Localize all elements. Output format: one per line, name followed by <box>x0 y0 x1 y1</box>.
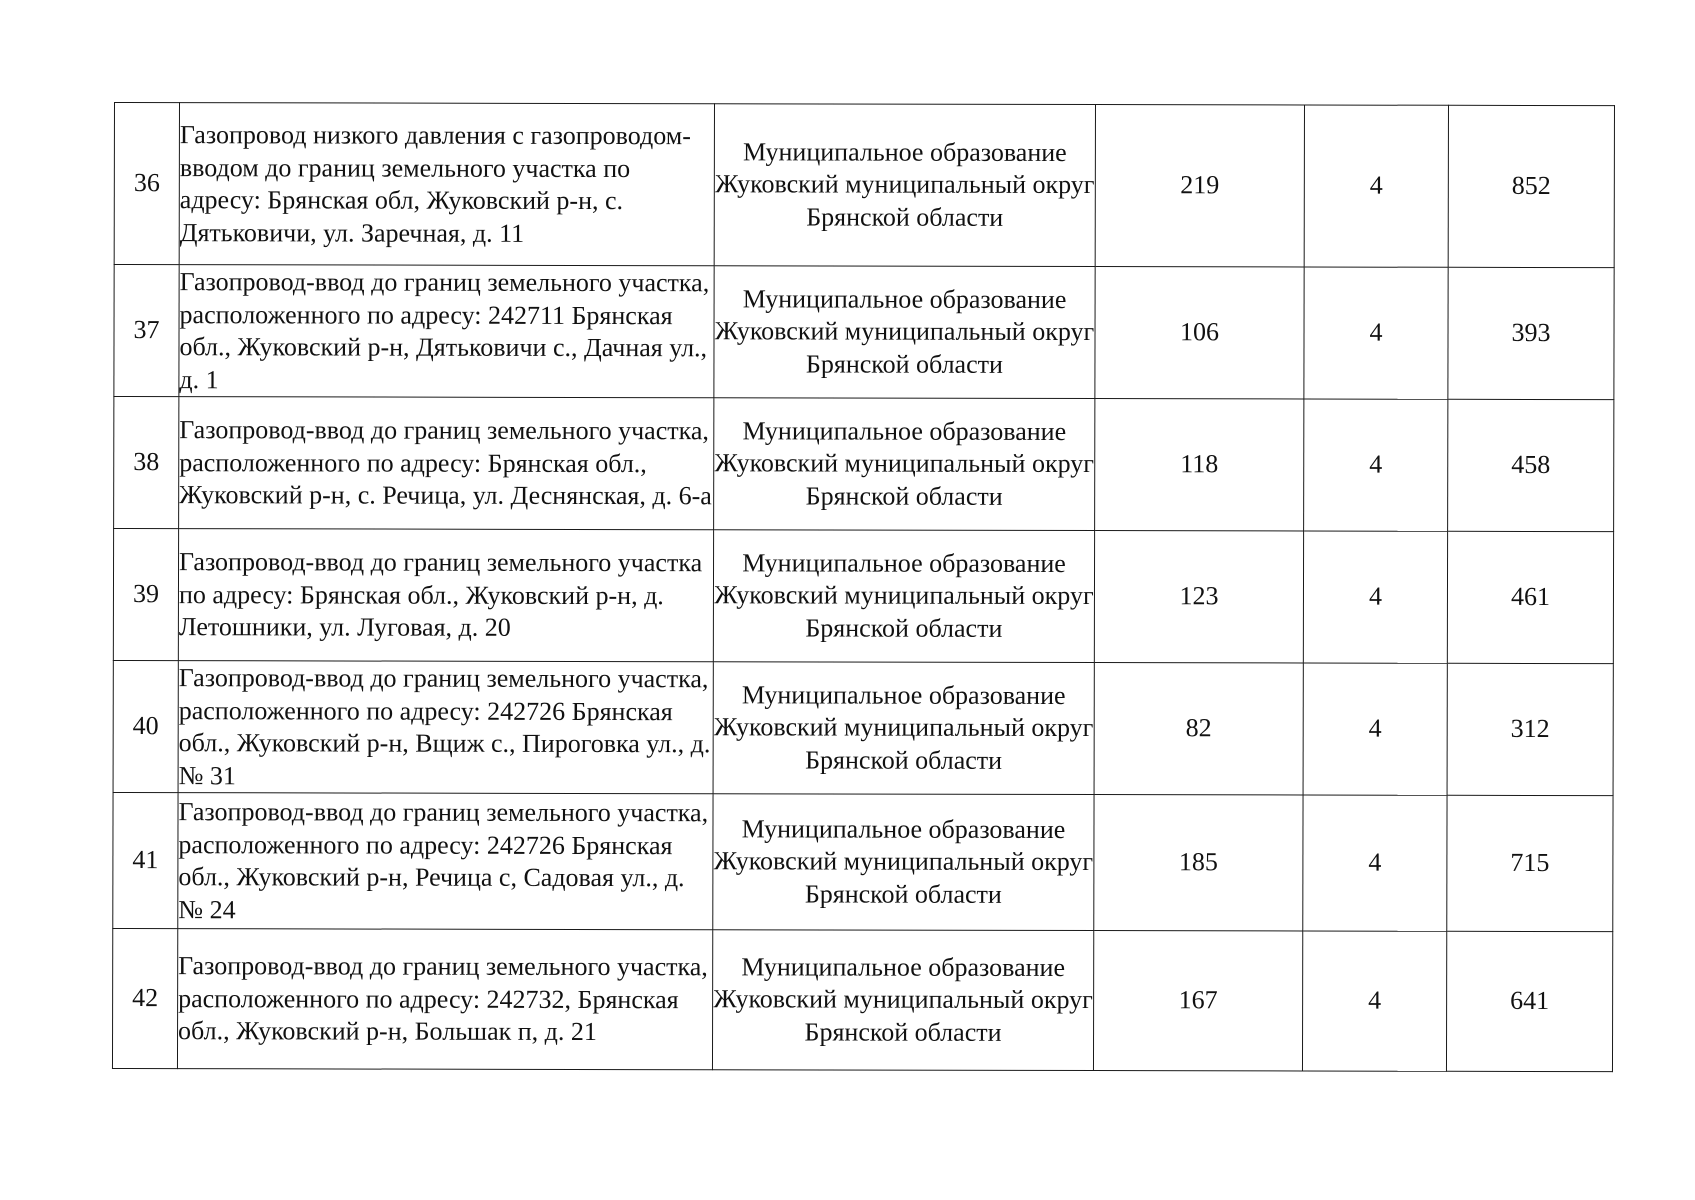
row-number-cell: 42 <box>112 928 177 1068</box>
value-cell: 312 <box>1447 663 1613 795</box>
diameter-cell: 4 <box>1304 267 1448 399</box>
object-name-text: Газопровод-ввод до границ земельного участка по адресу: Брянская обл., Жуковский р-н, д. Летошники, ул. Луговая, д. 20 <box>178 547 703 643</box>
owner-cell <box>714 266 1095 399</box>
diameter-cell: 4 <box>1304 105 1448 267</box>
object-name-text: Газопровод-ввод до границ земельного участка, расположенного по адресу: Брянская обл., Жуковский р-н, с. Речица, ул. Деснянская, д. 6-а <box>179 415 712 511</box>
table-row <box>113 792 1613 931</box>
table-row <box>112 928 1612 1071</box>
length-cell: 167 <box>1093 931 1302 1071</box>
value-cell: 852 <box>1448 105 1614 267</box>
object-name-cell <box>179 265 714 398</box>
owner-text: Муниципальное образование Жуковский муниципальный округ Брянской области <box>714 548 1094 643</box>
object-name-cell <box>178 661 713 794</box>
value-cell: 458 <box>1448 399 1614 531</box>
object-name-cell <box>177 929 712 1070</box>
owner-text: Муниципальное образование Жуковский муниципальный округ Брянской области <box>714 416 1094 511</box>
length-cell: 106 <box>1095 267 1304 399</box>
value-cell: 393 <box>1448 267 1614 399</box>
object-name-cell <box>178 529 713 662</box>
value-cell: 715 <box>1447 795 1613 931</box>
table-row <box>114 103 1614 268</box>
row-number-cell: 38 <box>114 397 179 529</box>
object-name-text: Газопровод-ввод до границ земельного участка, расположенного по адресу: 242726 Брянская обл., Жуковский р-н, Речица с, Садовая ул., д. № 24 <box>178 797 709 924</box>
length-cell: 185 <box>1094 795 1303 931</box>
owner-text: Муниципальное образование Жуковский муниципальный округ Брянской области <box>713 814 1094 909</box>
owner-cell <box>712 930 1093 1071</box>
row-number-cell: 41 <box>113 792 178 928</box>
owner-cell <box>714 104 1095 267</box>
owner-cell <box>713 662 1094 795</box>
owner-text: Муниципальное образование Жуковский муниципальный округ Брянской области <box>715 137 1095 232</box>
table-row <box>113 660 1613 795</box>
diameter-cell: 4 <box>1302 931 1446 1071</box>
object-name-cell <box>179 397 714 530</box>
object-name-text: Газопровод низкого давления с газопроводом-вводом до границ земельного участка по адресу: Брянская обл, Жуковский р-н, с. Дятьковичи, ул. Заречная, д. 11 <box>179 120 691 248</box>
owner-cell <box>713 794 1094 931</box>
length-cell: 123 <box>1094 531 1303 663</box>
object-name-cell <box>179 103 714 266</box>
table-row <box>114 397 1614 532</box>
table-row <box>114 265 1614 400</box>
owner-text: Муниципальное образование Жуковский муниципальный округ Брянской области <box>713 680 1094 775</box>
row-number-cell: 36 <box>114 103 179 265</box>
length-cell: 219 <box>1095 105 1304 267</box>
row-number-cell: 39 <box>113 529 178 661</box>
length-cell: 118 <box>1095 399 1304 531</box>
owner-text: Муниципальное образование Жуковский муниципальный округ Брянской области <box>713 952 1093 1047</box>
object-name-cell <box>178 793 713 930</box>
value-cell: 461 <box>1447 531 1613 663</box>
object-name-text: Газопровод-ввод до границ земельного участка, расположенного по адресу: 242726 Брянская обл., Жуковский р-н, Вщиж с., Пироговка ул., д. № 31 <box>178 663 711 790</box>
diameter-cell: 4 <box>1303 795 1447 931</box>
table-row <box>113 529 1613 664</box>
row-number-cell: 40 <box>113 660 178 792</box>
owner-text: Муниципальное образование Жуковский муниципальный округ Брянской области <box>714 284 1095 379</box>
diameter-cell: 4 <box>1303 531 1447 663</box>
owner-cell <box>713 530 1094 663</box>
value-cell: 641 <box>1446 931 1612 1071</box>
diameter-cell: 4 <box>1303 663 1447 795</box>
row-number-cell: 37 <box>114 265 179 397</box>
length-cell: 82 <box>1094 663 1303 795</box>
owner-cell <box>714 398 1095 531</box>
object-name-text: Газопровод-ввод до границ земельного участка, расположенного по адресу: 242732, Брянская обл., Жуковский р-н, Большак п, д. 21 <box>178 951 708 1047</box>
object-name-text: Газопровод-ввод до границ земельного участка, расположенного по адресу: 242711 Брянская обл., Жуковский р-н, Дятьковичи с., Дачная ул., д. 1 <box>179 267 710 394</box>
diameter-cell: 4 <box>1304 399 1448 531</box>
gas-pipeline-registry-table <box>112 102 1615 1072</box>
